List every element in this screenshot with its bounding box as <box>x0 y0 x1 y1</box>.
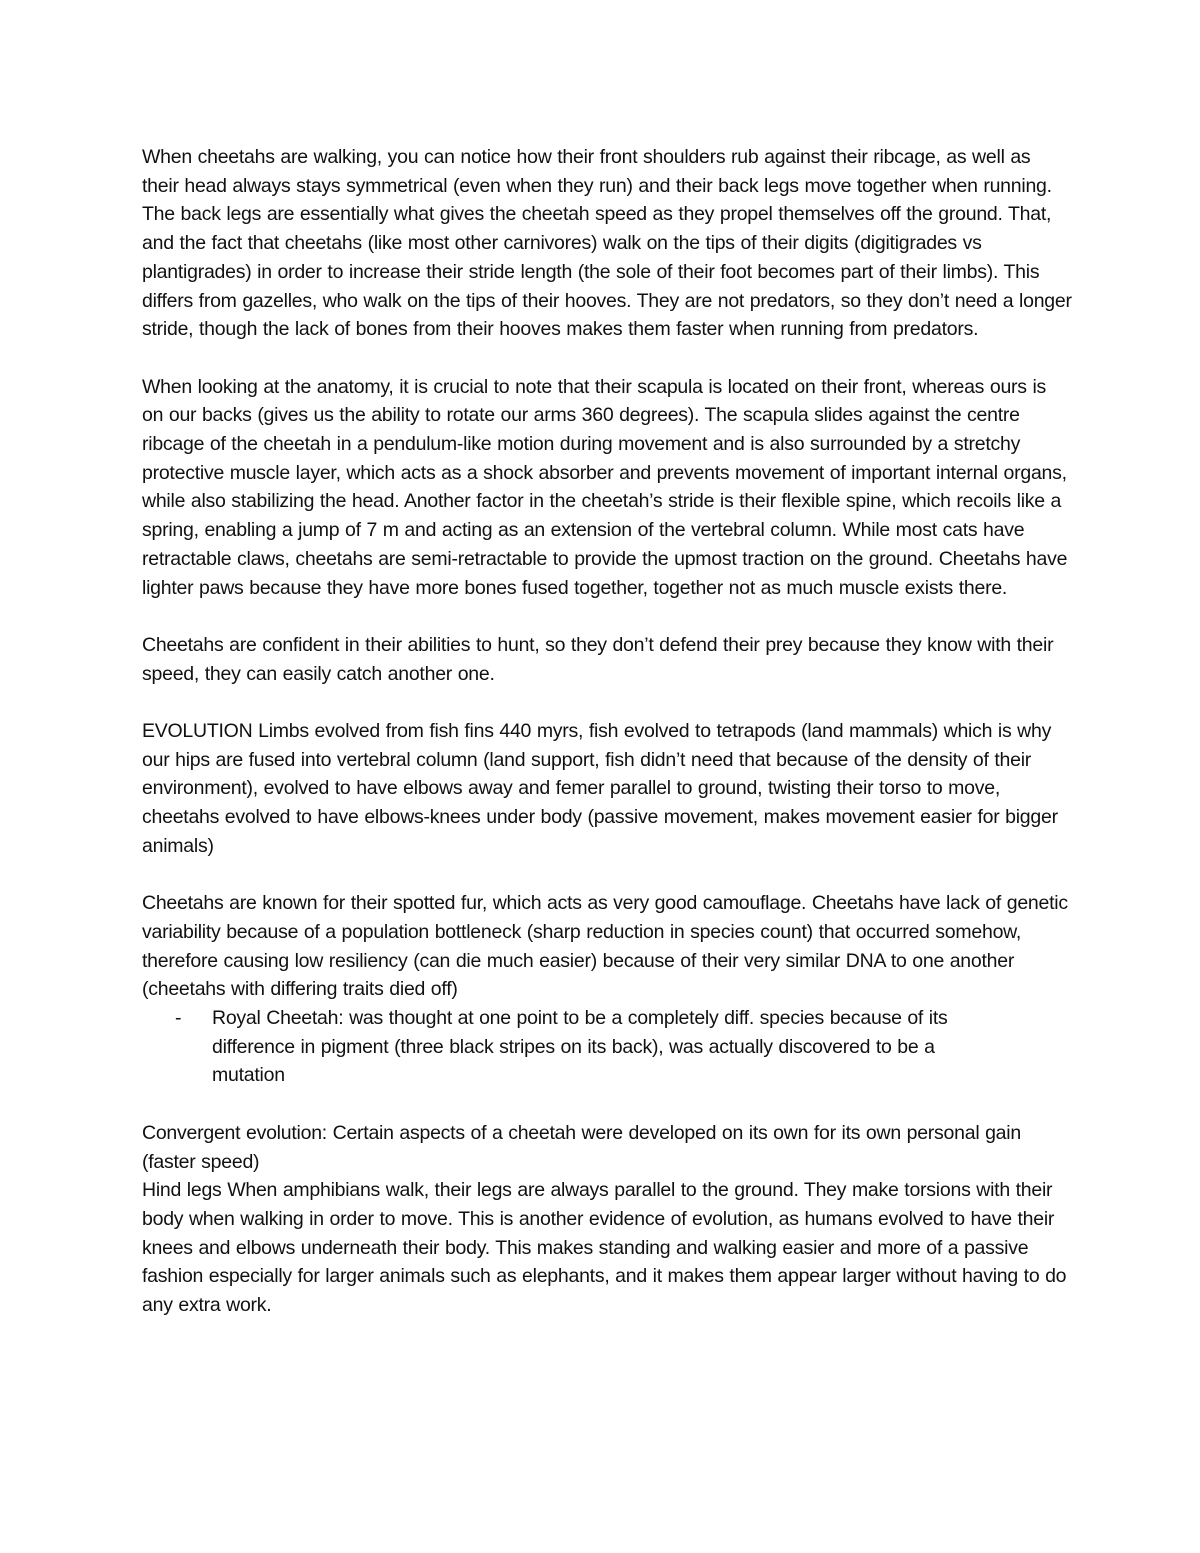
paragraph-walking: When cheetahs are walking, you can notice how their front shoulders rub against their ribcage, as well as their head always stays symmetrical (even when they run) and their back legs move together when running. The back legs are essentially what gives the cheetah speed as they propel themselves off the ground. That, and the fact that cheetahs (like most other carnivores) walk on the tips of their digits (digitigrades vs plantigrades) in order to increase their stride length (the sole of their foot becomes part of their limbs). This differs from gazelles, who walk on the tips of their hooves. They are not predators, so they don’t need a longer stride, though the lack of bones from their hooves makes them faster when running from predators. <box>142 146 1072 341</box>
document-body <box>142 143 1072 1348</box>
paragraph-hunting: Cheetahs are confident in their abilities to hunt, so they don’t defend their prey because they know with their speed, they can easily catch another one. <box>142 633 1054 685</box>
paragraph-evolution: EVOLUTION Limbs evolved from fish fins 440 myrs, fish evolved to tetrapods (land mammals) which is why our hips are fused into vertebral column (land support, fish didn’t need that because of the density of their environment), evolved to have elbows away and femer parallel to ground, twisting their torso to move, cheetahs evolved to have elbows-knees under body (passive movement, makes movement easier for bigger animals) <box>142 720 1058 857</box>
bullet-text: Royal Cheetah: was thought at one point to be a completely diff. species because of its difference in pigment (three black stripes on its back), was actually discovered to be a mutation <box>212 1007 948 1087</box>
paragraph-convergent: Convergent evolution: Certain aspects of a cheetah were developed on its own for its own personal gain (faster speed) <box>142 1121 1021 1173</box>
bullet-item-royal-cheetah <box>142 1004 1072 1090</box>
paragraph-fur: Cheetahs are known for their spotted fur, which acts as very good camouflage. Cheetahs have lack of genetic variability because of a population bottleneck (sharp reduction in species count) that occurred somehow, therefore causing low resiliency (can die much easier) because of their very similar DNA to one another (cheetahs with differing traits died off) <box>142 892 1068 1001</box>
paragraph-anatomy: When looking at the anatomy, it is crucial to note that their scapula is located on their front, whereas ours is on our backs (gives us the ability to rotate our arms 360 degrees). The scapula slides against the centre ribcage of the cheetah in a pendulum-like motion during movement and is also surrounded by a stretchy protective muscle layer, which acts as a shock absorber and prevents movement of important internal organs, while also stabilizing the head. Another factor in the cheetah’s stride is their flexible spine, which recoils like a spring, enabling a jump of 7 m and acting as an extension of the vertebral column. While most cats have retractable claws, cheetahs are semi-retractable to provide the upmost traction on the ground. Cheetahs have lighter paws because they have more bones fused together, together not as much muscle exists there. <box>142 375 1068 599</box>
bullet-marker: - <box>175 1007 182 1030</box>
paragraph-hind-legs: Hind legs When amphibians walk, their legs are always parallel to the ground. They make torsions with their body when walking in order to move. This is another evidence of evolution, as humans evolved to have their knees and elbows underneath their body. This makes standing and walking easier and more of a passive fashion especially for larger animals such as elephants, and it makes them appear larger without having to do any extra work. <box>142 1179 1067 1317</box>
